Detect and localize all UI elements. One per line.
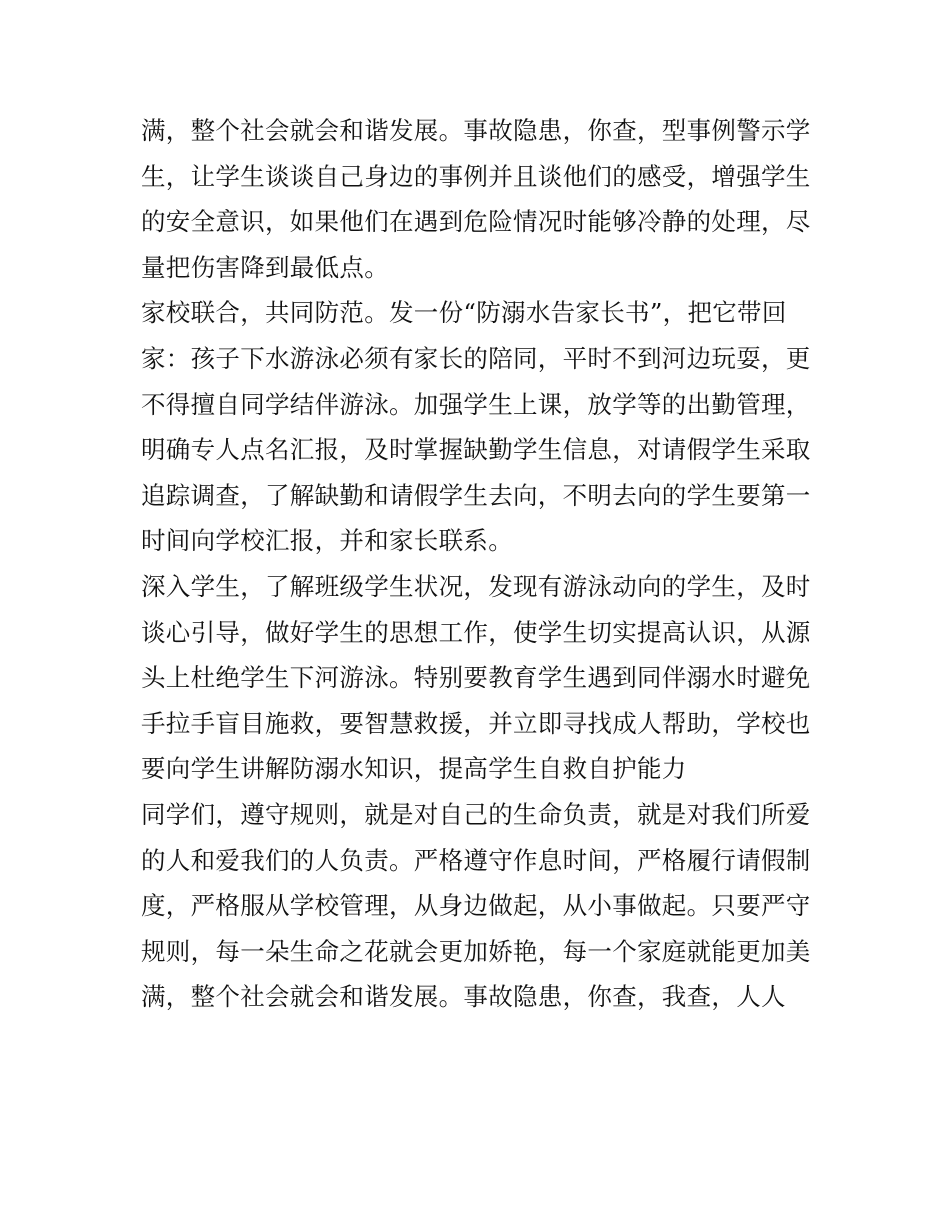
text-line: 家：孩子下水游泳必须有家长的陪同，平时不到河边玩耍，更	[141, 343, 811, 373]
text-line: 要向学生讲解防溺水知识，提高学生自救自护能力	[141, 754, 687, 784]
text-line: 深入学生，了解班级学生状况，发现有游泳动向的学生，及时	[141, 571, 811, 601]
text-line: 明确专人点名汇报，及时掌握缺勤学生信息，对请假学生采取	[141, 435, 811, 465]
text-line: 同学们，遵守规则，就是对自己的生命负责，就是对我们所爱	[141, 799, 811, 829]
text-line: 头上杜绝学生下河游泳。特别要教育学生遇到同伴溺水时避免	[141, 663, 811, 693]
text-line: 手拉手盲目施救，要智慧救援，并立即寻找成人帮助，学校也	[141, 708, 811, 738]
text-line: 度，严格服从学校管理，从身边做起，从小事做起。只要严守	[141, 891, 811, 921]
body-text	[141, 108, 821, 1020]
text-line: 的人和爱我们的人负责。严格遵守作息时间，严格履行请假制	[141, 845, 811, 875]
text-line: 满，整个社会就会和谐发展。事故隐患，你查，我查，人人	[141, 982, 786, 1012]
text-line: 时间向学校汇报，并和家长联系。	[141, 526, 513, 556]
text-line: 生，让学生谈谈自己身边的事例并且谈他们的感受，增强学生	[141, 161, 811, 191]
text-line: 不得擅自同学结伴游泳。加强学生上课，放学等的出勤管理，	[141, 389, 811, 419]
text-line: 的安全意识，如果他们在遇到危险情况时能够冷静的处理，尽	[141, 207, 811, 237]
text-line: 规则，每一朵生命之花就会更加娇艳，每一个家庭就能更加美	[141, 936, 811, 966]
text-line: 谈心引导，做好学生的思想工作，使学生切实提高认识，从源	[141, 617, 811, 647]
text-line: 追踪调查，了解缺勤和请假学生去向，不明去向的学生要第一	[141, 480, 811, 510]
text-line: 家校联合，共同防范。发一份“防溺水告家长书”，把它带回	[141, 298, 787, 328]
text-line: 满，整个社会就会和谐发展。事故隐患，你查，型事例警示学	[141, 116, 811, 145]
text-line: 量把伤害降到最低点。	[141, 252, 389, 282]
